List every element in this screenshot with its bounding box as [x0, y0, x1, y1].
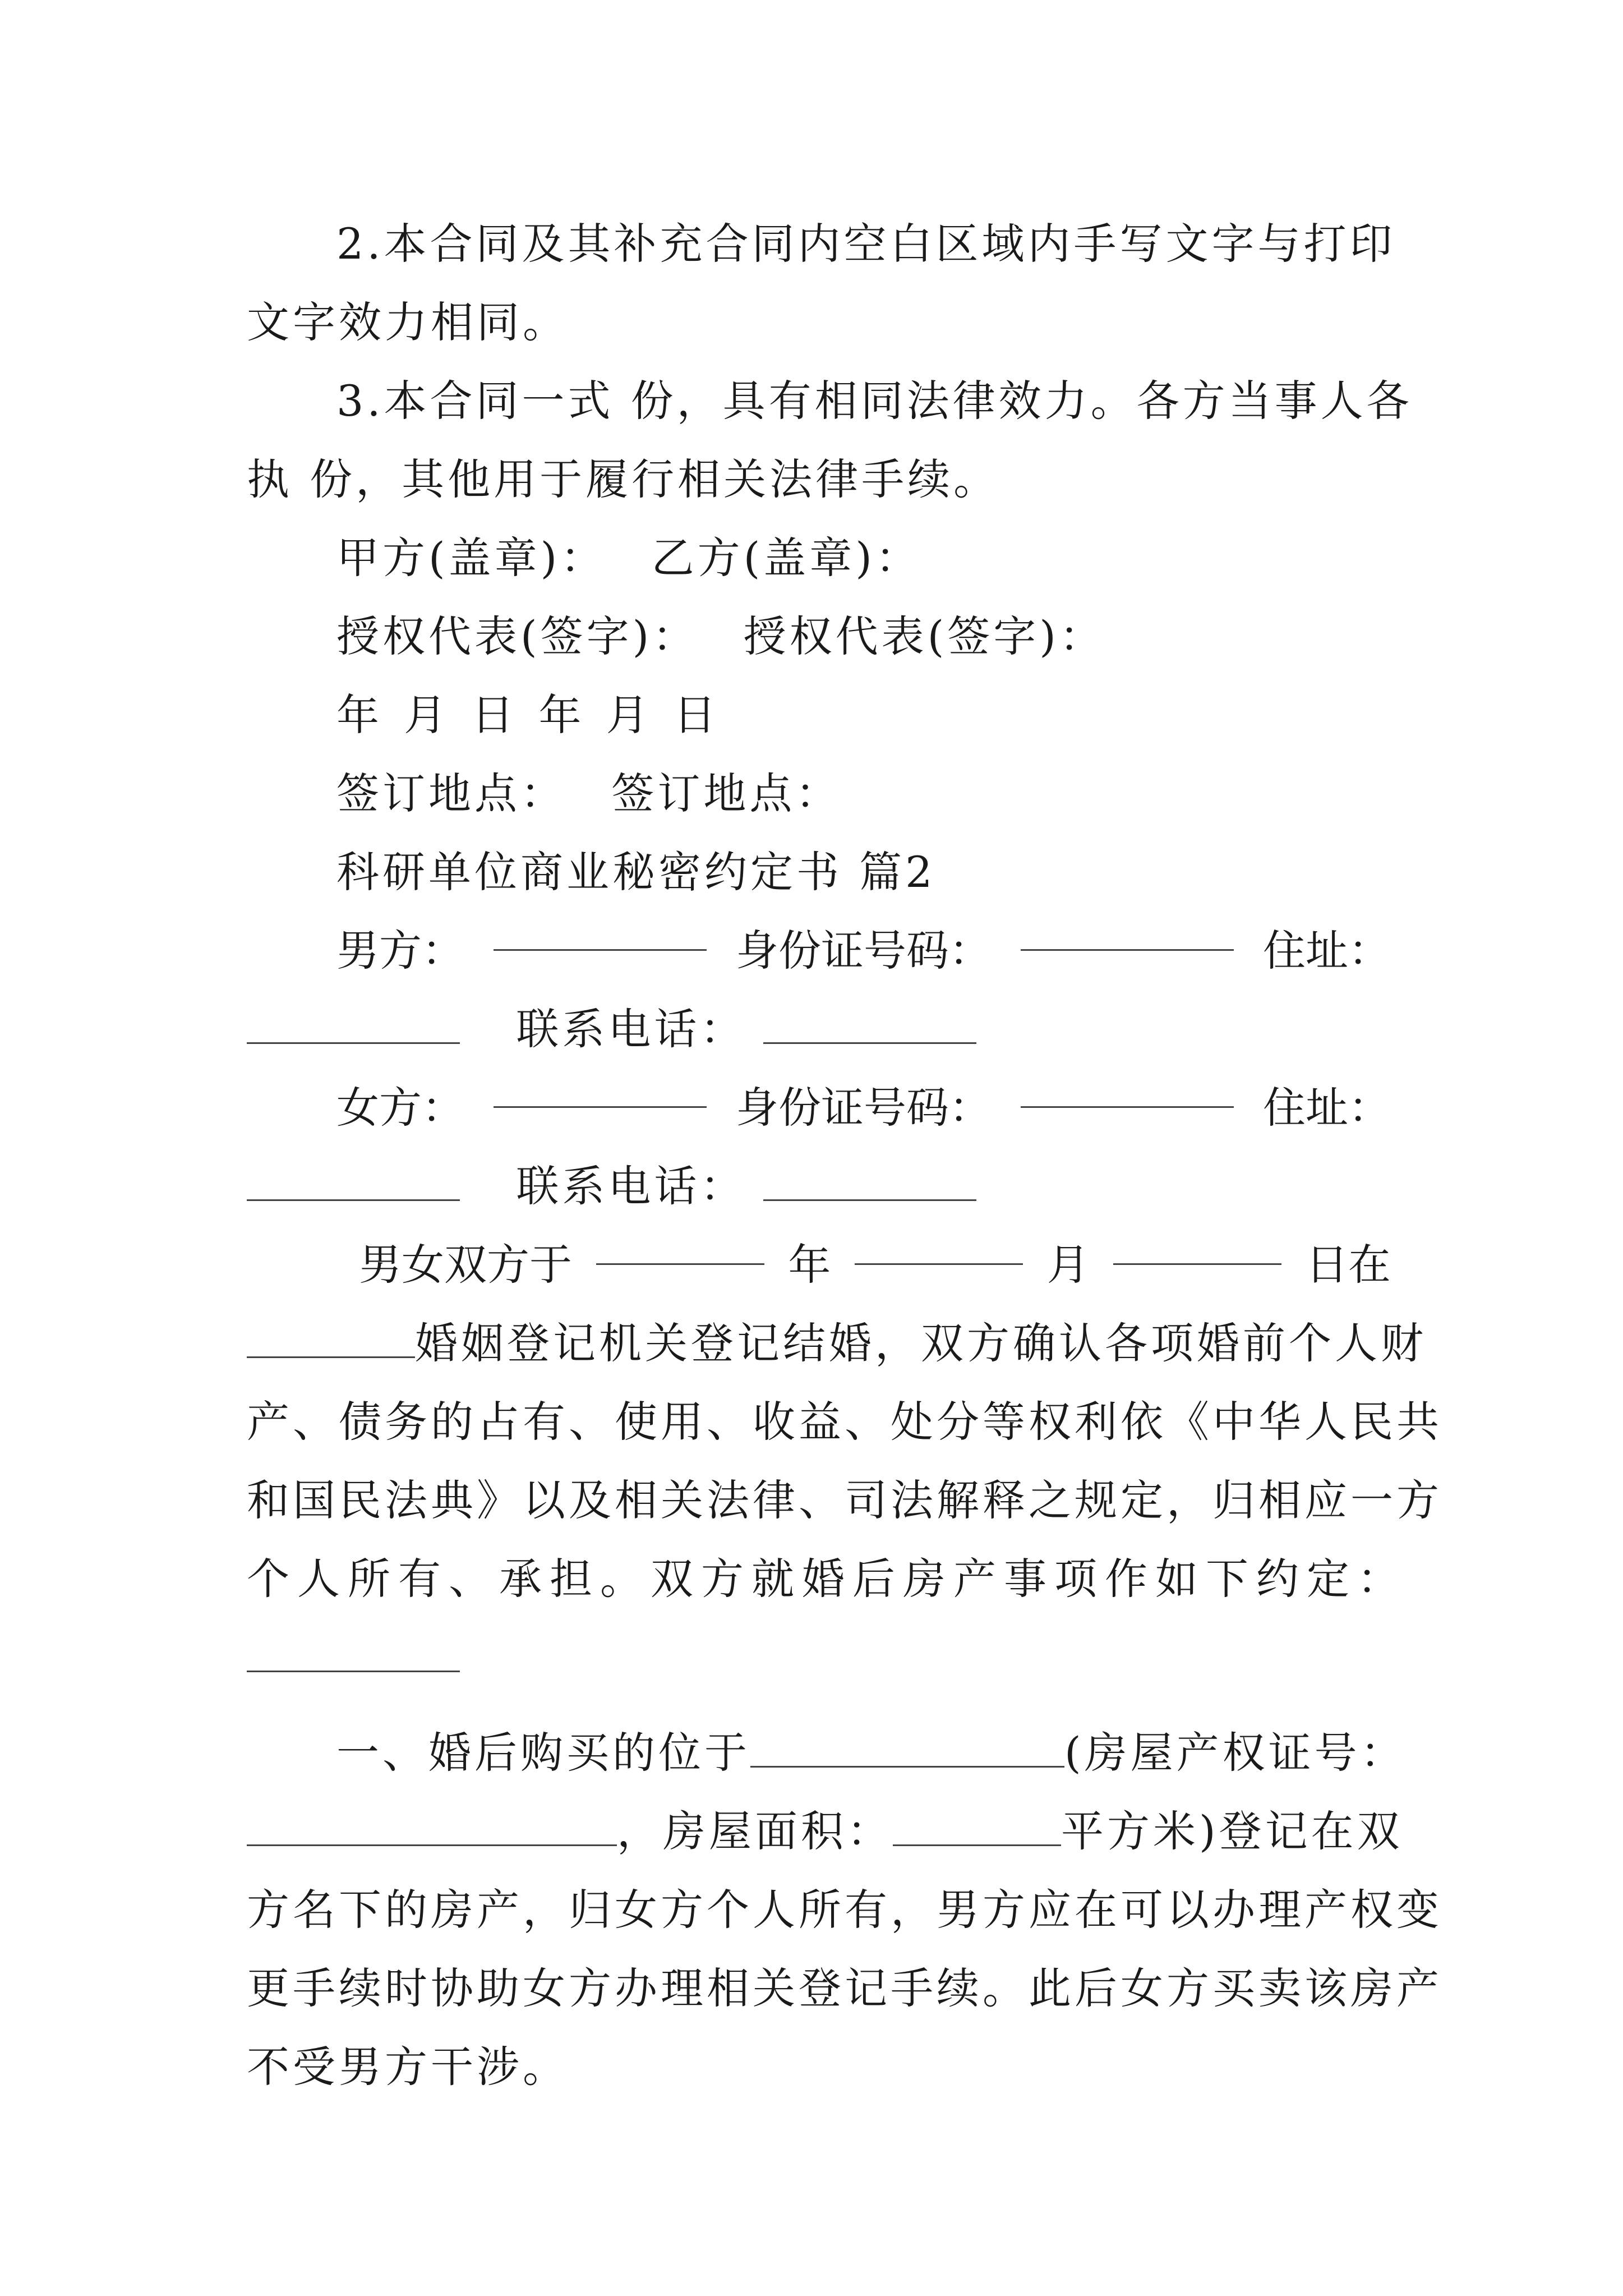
item-1-location-text: 一、婚后购买的位于: [336, 1728, 750, 1778]
item-1-line-2: [247, 1789, 1403, 1874]
male-label: 男方：: [336, 926, 464, 976]
female-id-label: 身份证号码：: [736, 1083, 992, 1133]
party-a-rep-label: 授权代表(签字)：: [336, 611, 699, 661]
male-phone-label: 联系电话：: [516, 1004, 746, 1054]
property-cert-blank: [247, 1804, 617, 1846]
intro-line-2: [247, 1301, 1427, 1386]
female-id-blank: [1021, 1066, 1234, 1108]
intro-year-text: 年: [788, 1240, 831, 1290]
party-b-rep-label: 授权代表(签字)：: [743, 611, 1105, 661]
registry-blank: [247, 1316, 415, 1358]
female-info-line-1: [336, 1066, 1391, 1150]
item-1-area-text: ，房屋面积：: [617, 1806, 893, 1856]
item-1-line-3: 方名下的房产，归女方个人所有，男方应在可以办理产权变: [247, 1885, 1442, 1935]
male-id-blank: [1021, 909, 1234, 951]
item-1-line-5: 不受男方干涉。: [247, 2042, 569, 2092]
party-a-place-label: 签订地点：: [336, 769, 566, 818]
place-line: [336, 752, 1391, 836]
representative-line: [336, 595, 1391, 679]
intro-line-5: 个人所有、承担。双方就婚后房产事项作如下约定：: [247, 1554, 1408, 1604]
intro-line-3: 产、债务的占有、使用、收益、处分等权利依《中华人民共: [247, 1397, 1442, 1447]
property-location-blank: [750, 1726, 1064, 1768]
party-b-seal-label: 乙方(盖章)：: [651, 533, 921, 583]
male-phone-blank: [763, 1002, 976, 1044]
female-address-label: 住址：: [1263, 1083, 1391, 1133]
female-phone-label: 联系电话：: [516, 1161, 746, 1211]
marriage-year-blank: [596, 1223, 764, 1265]
intro-line-4: 和国民法典》以及相关法律、司法解释之规定，归相应一方: [247, 1475, 1442, 1525]
intro-line-2-text: 婚姻登记机关登记结婚，双方确认各项婚前个人财: [415, 1318, 1427, 1368]
property-area-blank: [893, 1804, 1061, 1846]
female-info-line-2: [247, 1144, 1391, 1228]
seal-line: [336, 516, 1391, 600]
intro-line-1: [359, 1223, 1391, 1307]
item-1-cert-text: (房屋产权证号：: [1064, 1728, 1407, 1778]
clause-3-line-1: 3.本合同一式 份，具有相同法律效力。各方当事人各: [336, 376, 1413, 426]
male-id-label: 身份证号码：: [736, 926, 992, 976]
female-address-blank: [247, 1159, 460, 1201]
item-1-line-1: [336, 1711, 1407, 1795]
party-b-place-label: 签订地点：: [611, 769, 842, 818]
marriage-month-blank: [855, 1223, 1023, 1265]
female-label: 女方：: [336, 1083, 464, 1133]
standalone-blank-line: [247, 1616, 1391, 1700]
male-info-line-2: [247, 987, 1391, 1071]
female-phone-blank: [763, 1159, 976, 1201]
male-address-blank: [247, 1002, 460, 1044]
male-info-line-1: [336, 909, 1391, 993]
clause-2-line-2: 文字效力相同。: [247, 297, 569, 347]
intro-lead-text: 男女双方于: [359, 1240, 572, 1290]
item-1-line-4: 更手续时协助女方办理相关登记手续。此后女方买卖该房产: [247, 1963, 1442, 2013]
female-name-blank: [494, 1066, 707, 1108]
clause-3-line-2: 执 份，其他用于履行相关法律手续。: [247, 454, 1000, 504]
intro-month-text: 月: [1046, 1240, 1090, 1290]
date-line: 年 月 日 年 月 日: [336, 690, 722, 740]
intro-day-text: 日在: [1305, 1240, 1391, 1290]
male-address-label: 住址：: [1263, 926, 1391, 976]
party-a-seal-label: 甲方(盖章)：: [336, 533, 607, 583]
male-name-blank: [494, 909, 707, 951]
item-1-unit-text: 平方米)登记在双: [1061, 1806, 1403, 1856]
agreement-blank: [247, 1630, 460, 1672]
clause-2-line-1: 2.本合同及其补充合同内空白区域内手写文字与打印: [336, 219, 1396, 269]
marriage-day-blank: [1113, 1223, 1281, 1265]
section-2-title: 科研单位商业秘密约定书 篇2: [336, 847, 936, 897]
